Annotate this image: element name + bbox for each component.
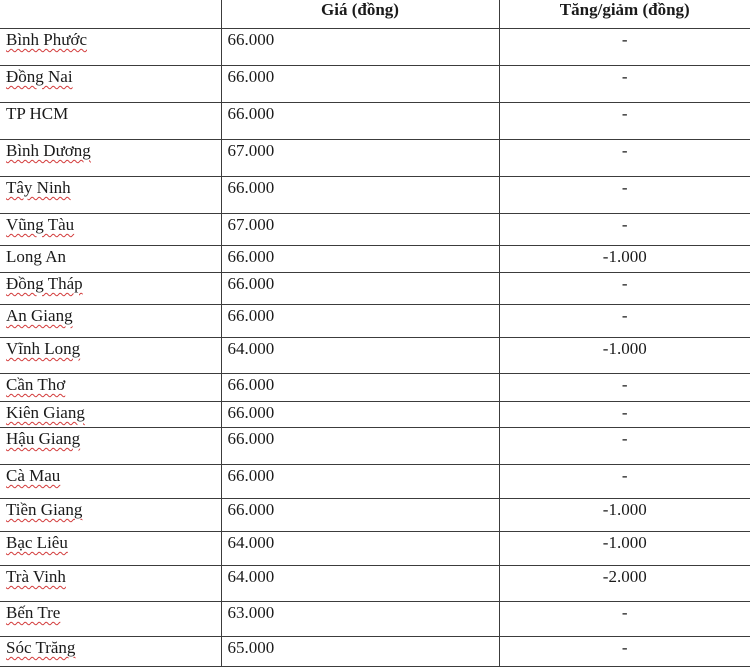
cell-province [0, 602, 221, 637]
cell-province [0, 103, 221, 140]
table-row [0, 637, 750, 667]
cell-price: 66.000 [221, 246, 499, 273]
cell-province [0, 177, 221, 214]
cell-price: 67.000 [221, 214, 499, 246]
cell-province [0, 246, 221, 273]
cell-price: 66.000 [221, 374, 499, 402]
province-name: Bạc Liêu [6, 533, 68, 552]
table-row [0, 246, 750, 273]
cell-change: - [499, 140, 750, 177]
table-row [0, 428, 750, 465]
cell-price: 64.000 [221, 338, 499, 374]
province-name: Cà Mau [6, 466, 61, 485]
table-row [0, 103, 750, 140]
table-row [0, 532, 750, 566]
cell-province [0, 273, 221, 305]
province-name: Tây Ninh [6, 178, 71, 197]
cell-price: 66.000 [221, 103, 499, 140]
cell-province [0, 338, 221, 374]
province-name: Trà Vinh [6, 567, 66, 586]
province-name: Bến Tre [6, 603, 61, 622]
province-name: An Giang [6, 306, 73, 325]
cell-province [0, 566, 221, 602]
table-row [0, 566, 750, 602]
cell-change: - [499, 305, 750, 338]
table-row [0, 66, 750, 103]
table-row [0, 29, 750, 66]
cell-price: 66.000 [221, 499, 499, 532]
cell-price: 66.000 [221, 177, 499, 214]
cell-price: 66.000 [221, 465, 499, 499]
header-province [0, 0, 221, 29]
table-row [0, 602, 750, 637]
cell-change: - [499, 177, 750, 214]
cell-province [0, 499, 221, 532]
cell-price: 66.000 [221, 29, 499, 66]
cell-price: 66.000 [221, 273, 499, 305]
table-header-row [0, 0, 750, 29]
cell-change: -1.000 [499, 499, 750, 532]
cell-province [0, 305, 221, 338]
table-row [0, 273, 750, 305]
cell-change: - [499, 273, 750, 305]
table-row [0, 374, 750, 402]
cell-price: 67.000 [221, 140, 499, 177]
province-name: Long An [6, 247, 66, 266]
province-name: Đồng Nai [6, 67, 73, 86]
cell-province [0, 428, 221, 465]
province-name: Bình Dương [6, 141, 91, 160]
cell-change: - [499, 66, 750, 103]
table-row [0, 499, 750, 532]
province-name: Bình Phước [6, 30, 88, 49]
cell-change: -1.000 [499, 246, 750, 273]
cell-province [0, 402, 221, 428]
table-row [0, 305, 750, 338]
table-row [0, 465, 750, 499]
table-row [0, 338, 750, 374]
header-price: Giá (đồng) [221, 0, 499, 29]
cell-change: -1.000 [499, 338, 750, 374]
cell-province [0, 374, 221, 402]
province-name: Vĩnh Long [6, 339, 81, 358]
table-row [0, 214, 750, 246]
table-row [0, 140, 750, 177]
cell-change: - [499, 465, 750, 499]
province-name: Kiên Giang [6, 403, 85, 422]
cell-price: 65.000 [221, 637, 499, 667]
cell-province [0, 66, 221, 103]
province-name: Sóc Trăng [6, 638, 76, 657]
cell-province [0, 29, 221, 66]
cell-change: - [499, 602, 750, 637]
province-name: Vũng Tàu [6, 215, 75, 234]
cell-price: 64.000 [221, 532, 499, 566]
cell-province [0, 140, 221, 177]
cell-province [0, 214, 221, 246]
cell-change: -2.000 [499, 566, 750, 602]
cell-price: 66.000 [221, 428, 499, 465]
cell-province [0, 637, 221, 667]
province-name: Cần Thơ [6, 375, 66, 394]
cell-price: 66.000 [221, 402, 499, 428]
cell-province [0, 465, 221, 499]
cell-change: - [499, 214, 750, 246]
province-name: Tiền Giang [6, 500, 83, 519]
cell-change: - [499, 428, 750, 465]
cell-change: - [499, 374, 750, 402]
cell-change: - [499, 637, 750, 667]
table-row [0, 402, 750, 428]
cell-change: - [499, 402, 750, 428]
table-row [0, 177, 750, 214]
cell-province [0, 532, 221, 566]
province-name: Hậu Giang [6, 429, 81, 448]
cell-price: 66.000 [221, 305, 499, 338]
cell-price: 66.000 [221, 66, 499, 103]
cell-change: - [499, 103, 750, 140]
cell-price: 64.000 [221, 566, 499, 602]
header-change: Tăng/giảm (đồng) [499, 0, 750, 29]
province-name: TP HCM [6, 104, 69, 123]
cell-price: 63.000 [221, 602, 499, 637]
cell-change: - [499, 29, 750, 66]
cell-change: -1.000 [499, 532, 750, 566]
province-name: Đồng Tháp [6, 274, 83, 293]
